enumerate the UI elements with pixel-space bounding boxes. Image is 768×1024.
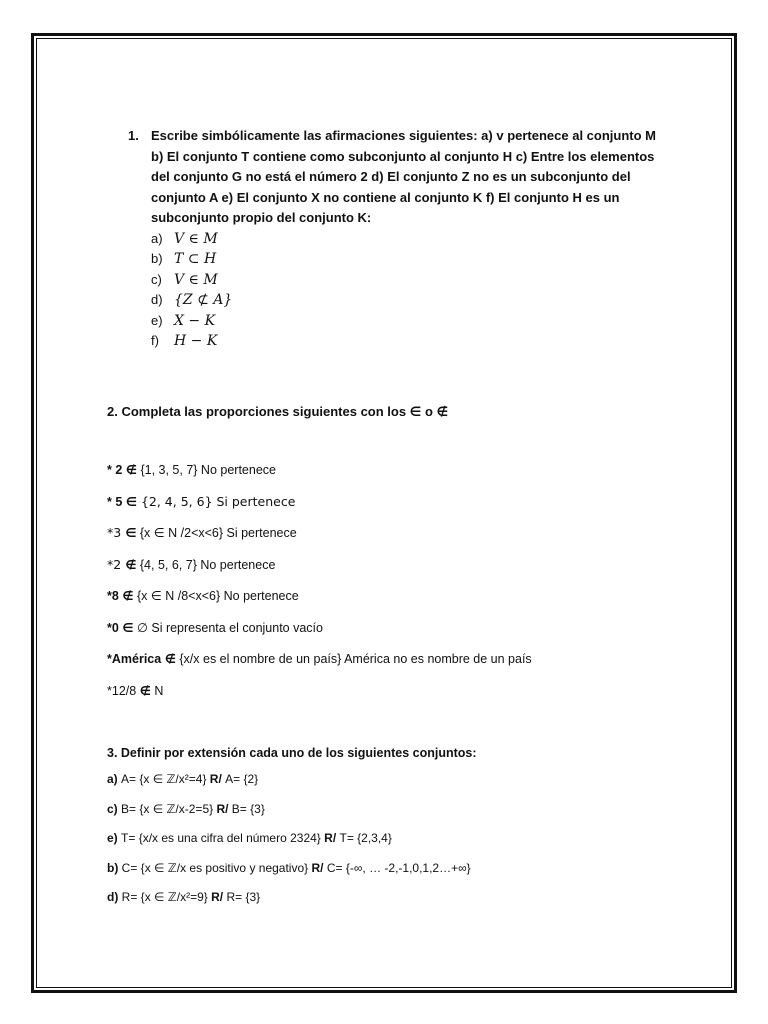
answer-marker: R/ [213,801,232,816]
item-label: d) [107,890,122,904]
item-element: * 5 [107,494,126,509]
item-text: ∅ Si representa el conjunto vacío [133,620,323,635]
list-item [107,588,532,620]
answer-letter: a) [151,230,163,246]
item-text: {x/x es el nombre de un país} América no es nombre de un país [175,652,532,666]
answer-expression: V ∈ M [174,271,218,288]
answer-expression: X − K [174,312,216,329]
answer-row [151,270,668,291]
answer-marker: R/ [206,772,226,786]
answer-marker: R/ [207,890,227,904]
answer-row [151,290,668,311]
answer-letter: e) [151,312,163,328]
question-1-line: del conjunto G no está el número 2 d) El conjunto Z no es un subconjunto del [151,169,631,184]
answer-letter: b) [151,251,163,266]
membership-symbol: ∉ [164,652,176,666]
set-definition: T= {x/x es una cifra del número 2324} [121,831,321,845]
item-text: {2, 4, 5, 6} Si pertenece [136,493,296,509]
list-item [107,557,532,589]
list-item [107,831,471,861]
question-1-text [151,126,668,229]
item-element: *0 [107,620,123,635]
item-label: e) [107,831,122,845]
set-answer: T= {2,3,4} [339,831,392,845]
question-1 [128,126,668,352]
list-item [107,890,471,920]
question-3-title: 3. Definir por extensión cada uno de los siguientes conjuntos: [107,746,477,760]
set-answer: B= {3} [231,801,265,816]
list-item [107,494,532,526]
answer-expression: H − K [174,333,218,349]
answer-row [151,331,668,352]
membership-symbol: ∉ [122,589,134,603]
membership-symbol: ∉ [125,557,137,572]
answer-letter: f) [151,333,159,348]
question-3-list [107,772,471,920]
list-item [107,651,532,683]
membership-symbol: ∉ [139,683,151,698]
set-definition: R= {x ∈ ℤ/x²=9} [121,890,208,904]
question-2-title: 2. Completa las proporciones siguientes con los ∈ o ∉ [107,404,449,419]
question-1-number: 1. [128,128,139,143]
answer-letter: c) [151,271,162,287]
answer-expression: T ⊂ H [174,251,217,267]
list-item [107,525,532,557]
answer-row [151,311,668,332]
item-text: {x ∈ N /2<x<6} Si pertenece [136,526,297,540]
answer-expression: V ∈ M [174,230,218,247]
answer-marker: R/ [308,860,327,875]
set-definition: A= {x ∈ ℤ/x²=4} [121,772,207,786]
question-1-line: b) El conjunto T contiene como subconjunto al conjunto H c) Entre los elementos [151,148,655,164]
item-element: *América [107,652,165,666]
item-label: c) [107,801,122,816]
list-item [107,802,471,832]
item-label: a) [107,772,122,786]
item-element: *3 [107,525,126,540]
item-text: {4, 5, 6, 7} No pertenece [136,557,276,572]
item-element: *8 [107,589,123,603]
answer-letter: d) [151,292,163,307]
list-item [107,620,532,652]
list-item [107,462,532,494]
answer-row [151,229,668,250]
question-1-line: subconjunto propio del conjunto K: [151,210,372,225]
set-answer: A= {2} [225,772,259,786]
membership-symbol: ∉ [125,463,137,477]
list-item [107,683,532,715]
item-label: b) [107,860,122,875]
set-answer: R= {3} [226,890,261,904]
set-answer: C= {-∞, … -2,-1,0,1,2…+∞} [326,860,471,875]
question-1-answers [151,229,668,352]
question-1-line: conjunto A e) El conjunto X no contiene al conjunto K f) El conjunto H es un [151,189,620,205]
item-text: N [150,683,164,698]
item-element: *2 [107,556,126,572]
list-item [107,861,471,891]
answer-row [151,249,668,270]
membership-symbol: ∈ [125,526,137,540]
item-element: *12/8 [107,683,140,698]
set-definition: B= {x ∈ ℤ/x-2=5} [121,801,214,816]
answer-expression: {Z ⊄ A} [174,292,233,308]
item-element: * 2 [107,463,126,477]
membership-symbol: ∈ [122,620,134,635]
question-1-line: Escribe simbólicamente las afirmaciones siguientes: a) v pertenece al conjunto M [151,128,657,143]
item-text: {x ∈ N /8<x<6} No pertenece [133,589,299,603]
list-item [107,772,471,802]
set-definition: C= {x ∈ ℤ/x es positivo y negativo} [121,860,309,875]
membership-symbol: ∈ [125,494,137,509]
item-text: {1, 3, 5, 7} No pertenece [136,463,276,477]
question-2-list [107,462,532,714]
answer-marker: R/ [320,831,340,845]
